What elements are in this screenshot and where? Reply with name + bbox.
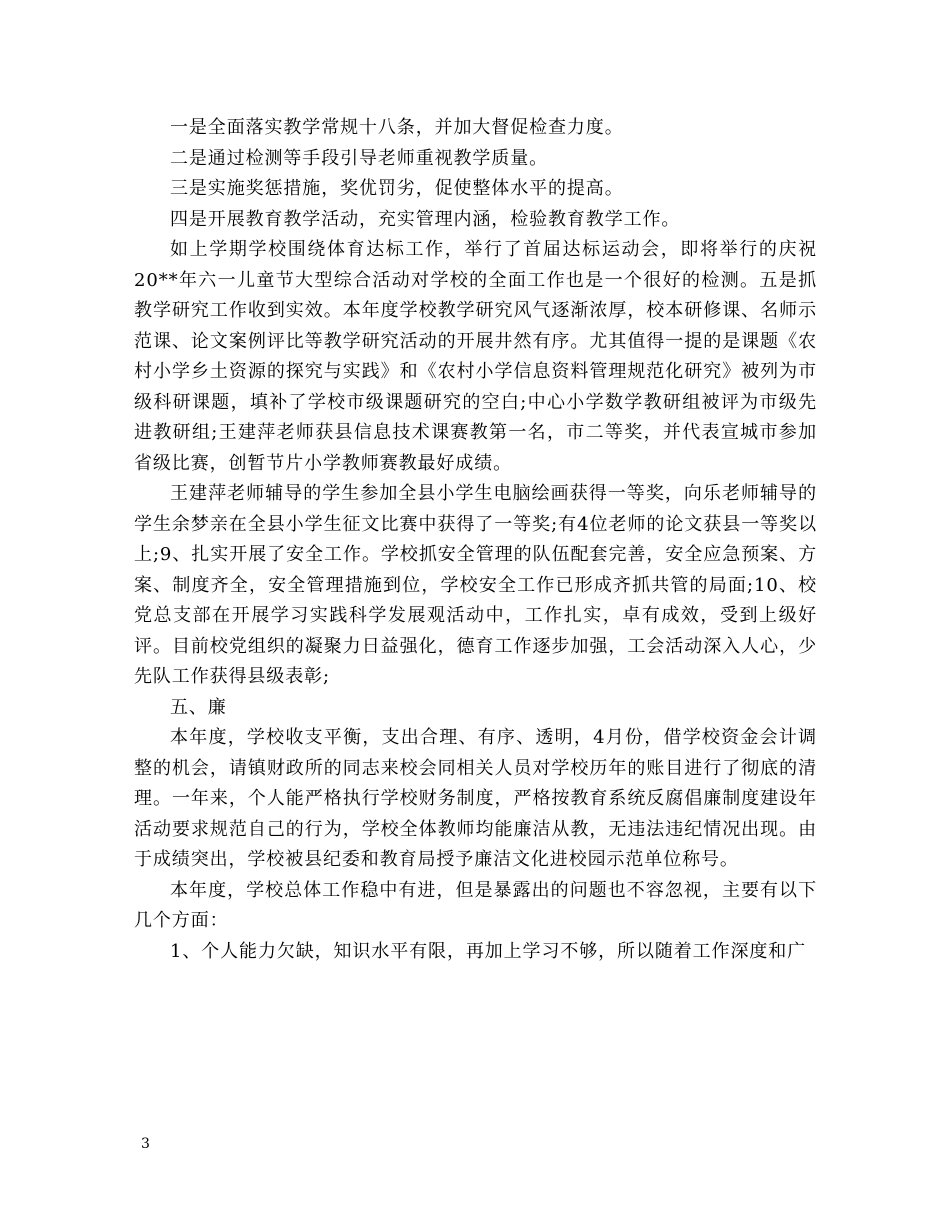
paragraph-7: 本年度，学校收支平衡，支出合理、有序、透明，4月份，借学校资金会计调整的机会，请镇财政所的同志来校会同相关人员对学校历年的账目进行了彻底的清理。一年来，个人能严格执行学校财务制度，严格按教育系统反腐倡廉制度建设年活动要求规范自己的行为，学校全体教师均能廉洁从教，无违法违纪情况出现。由于成绩突出，学校被县纪委和教育局授予廉洁文化进校园示范单位称号。 (134, 727, 817, 870)
document-body (134, 113, 817, 967)
paragraph-3: 三是实施奖惩措施，奖优罚劣，促使整体水平的提高。 (170, 178, 624, 199)
paragraph-9: 1、个人能力欠缺，知识水平有限，再加上学习不够，所以随着工作深度和广 (170, 940, 807, 962)
paragraph-4: 四是开展教育教学活动，充实管理内涵，检验教育教学工作。 (170, 208, 681, 230)
page-number: 3 (141, 1136, 150, 1152)
paragraph-6: 王建萍老师辅导的学生参加全县小学生电脑绘画获得一等奖，向乐老师辅导的学生余梦亲在全县小学生征文比赛中获得了一等奖;有4位老师的论文获县一等奖以上;9、扎实开展了安全工作。学校抓安全管理的队伍配套完善，安全应急预案、方案、制度齐全，安全管理措施到位，学校安全工作已形成齐抓共管的局面;10、校党总支部在开展学习实践科学发展观活动中，工作扎实，卓有成效，受到上级好评。目前校党组织的凝聚力日益强化，德育工作逐步加强，工会活动深入人心，少先队工作获得县级表彰; (134, 483, 817, 687)
paragraph-1: 一是全面落实教学常规十八条，并加大督促检查力度。 (170, 117, 624, 138)
section-heading-lian: 五、廉 (170, 696, 227, 718)
paragraph-5: 如上学期学校围绕体育达标工作，举行了首届达标运动会，即将举行的庆祝20**年六一儿童节大型综合活动对学校的全面工作也是一个很好的检测。五是抓教学研究工作收到实效。本年度学校教学研究风气逐渐浓厚，校本研修课、名师示范课、论文案例评比等教学研究活动的开展井然有序。尤其值得一提的是课题《农村小学乡土资源的探究与实践》和《农村小学信息资料管理规范化研究》被列为市级科研课题，填补了学校市级课题研究的空白;中心小学数学教研组被评为市级先进教研组;王建萍老师获县信息技术课赛教第一名，市二等奖，并代表宣城市参加省级比赛，创暂节片小学教师赛教最好成绩。 (134, 239, 817, 474)
paragraph-2: 二是通过检测等手段引导老师重视教学质量。 (170, 147, 548, 169)
paragraph-8: 本年度，学校总体工作稳中有进，但是暴露出的问题也不容忽视，主要有以下几个方面： (134, 879, 817, 931)
